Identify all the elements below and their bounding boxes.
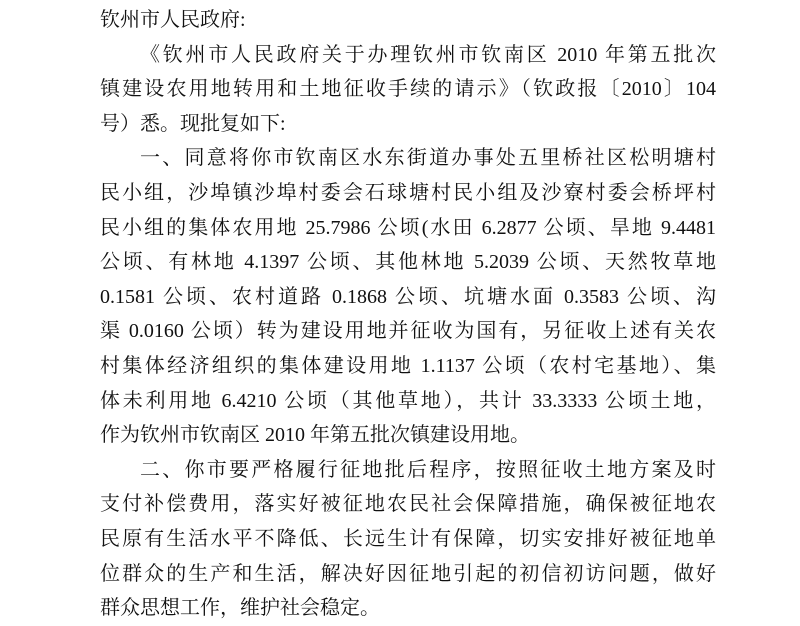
paragraph-line: 《钦州市人民政府关于办理钦州市钦南区 2010 年第五批次: [140, 43, 716, 66]
paragraph-line: 0.1581 公顷、农村道路 0.1868 公顷、坑塘水面 0.3583 公顷、沟: [100, 285, 716, 308]
paragraph-line: 公顷、有林地 4.1397 公顷、其他林地 5.2039 公顷、天然牧草地: [100, 251, 716, 274]
paragraph-line: 一、同意将你市钦南区水东街道办事处五里桥社区松明塘村: [140, 147, 716, 170]
paragraph-line: 位群众的生产和生活，解决好因征地引起的初信初访问题，做好: [100, 562, 716, 585]
paragraph-line: 民小组，沙埠镇沙埠村委会石球塘村民小组及沙寮村委会桥坪村: [100, 181, 716, 204]
paragraph-line: 群众思想工作，维护社会稳定。: [100, 597, 380, 620]
paragraph-item-one: [100, 141, 716, 452]
paragraph-line: 二、你市要严格履行征地批后程序，按照征收土地方案及时: [140, 458, 716, 481]
paragraph-line: 支付补偿费用，落实好被征地农民社会保障措施，确保被征地农: [100, 493, 716, 516]
paragraph-item-two: [100, 453, 716, 626]
paragraph-line: 作为钦州市钦南区 2010 年第五批次镇建设用地。: [100, 424, 530, 447]
paragraph-line: 号）悉。现批复如下:: [100, 112, 286, 135]
paragraph-line: 镇建设农用地转用和土地征收手续的请示》（钦政报〔2010〕104: [100, 78, 716, 101]
paragraph-line: 民原有生活水平不降低、长远生计有保障，切实安排好被征地单: [100, 527, 716, 550]
paragraph-line: 民小组的集体农用地 25.7986 公顷(水田 6.2877 公顷、旱地 9.4481: [100, 216, 716, 239]
paragraph-request-reference: [100, 38, 716, 142]
salutation: 钦州市人民政府:: [100, 9, 246, 31]
paragraph-line: 体未利用地 6.4210 公顷（其他草地），共计 33.3333 公顷土地，: [100, 389, 716, 412]
paragraph-line: 村集体经济组织的集体建设用地 1.1137 公顷（农村宅基地）、集: [100, 354, 716, 377]
paragraph-line: 渠 0.0160 公顷）转为建设用地并征收为国有，另征收上述有关农: [100, 320, 716, 343]
approval-letter: [100, 3, 716, 626]
